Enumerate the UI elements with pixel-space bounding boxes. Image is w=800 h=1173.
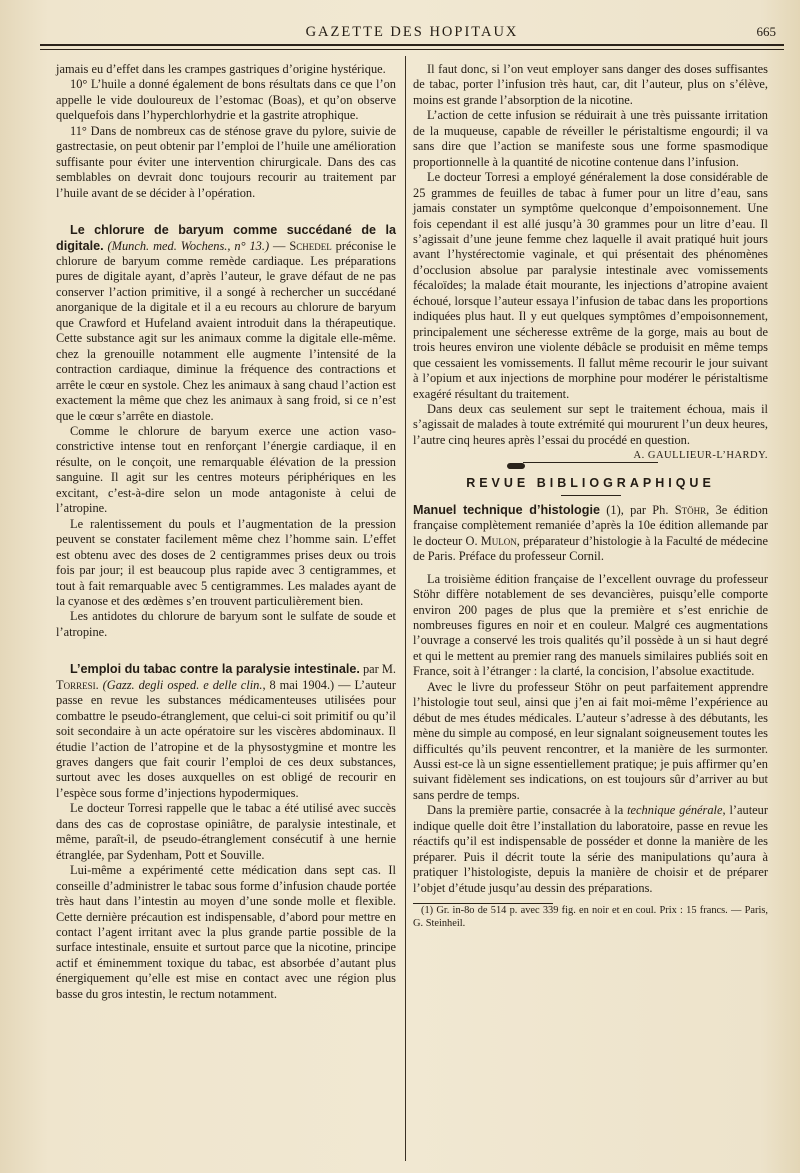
article-source: (Gazz. degli osped. e delle clin. (102, 677, 263, 692)
article-title: L’emploi du tabac contre la paralysie intestinale. (70, 662, 360, 677)
paragraph: Le docteur Torresi rappelle que le tabac a été utilisé avec succès dans des cas de coprostase opiniâtre, de paralysie intestinale, et même, paraît-il, de pseudo-étranglement consécutif à une hernie étranglée, par Sydenham, Pott et Souville. (56, 801, 396, 862)
header-rule-thick (40, 44, 784, 46)
article-tabac-intro: L’emploi du tabac contre la paralysie intestinale. par M. Torresi. (Gazz. degli osped. e delle clin., 8 mai 1904.) — L’auteur passe en revue les substances médicamenteuses utilisées pour combattre le pseudo-étranglement, que celui-ci soit primitif ou qu’il soit secondaire à un acte opératoire sur les viscères abdominaux. Il étudie l’action de l’atropine et de la physostygmine et montre les graves dangers que fait courir l’emploi de ces deux substances, surtout avec les doses auxquelles on est obligé de recourir en l’espèce sous forme d’injections hypodermiques. (56, 662, 397, 800)
header-rule-thin (40, 49, 784, 50)
paragraph: Les antidotes du chlorure de baryum sont le sulfate de soude et l’atropine. (56, 609, 396, 639)
paragraph: 10° L’huile a donné également de bons résultats dans ce que l’on appelle le vide douloureux de l’estomac (Boas), et qu’on observe quelquefois dans l’hyperchlorhydrie et la gastrite atrophique. (56, 77, 396, 123)
journal-title: GAZETTE DES HOPITAUX (305, 24, 519, 40)
paragraph: 11° Dans de nombreux cas de sténose grave du pylore, suivie de gastrectasie, on peut obtenir par l’emploi de l’huile une amélioration suffisante pour éviter une intervention chirurgicale. Dans des cas semblables on devrait donc toujours recourir au traitement par l’huile avant de se décider à l’opération. (56, 123, 396, 200)
page-number: 665 (756, 24, 776, 39)
page-header (40, 24, 784, 44)
paragraph: Avec le livre du professeur Stöhr on peut parfaitement apprendre l’histologie tout seul, ainsi que j’en ai fait moi-même l’expérience au début de mes études médicales. L’auteur s’adresse à des débutants, les mène du simple au composé, en leur signalant soigneusement toutes les difficultés qu’ils peuvent rencontrer, et la manière de les surmonter. Aussi est-ce là un signe essentiellement pratique; je puis affirmer qu’en suivant fidèlement ses indications, on est toujours sûr d’arriver au but sans perdre de temps. (413, 679, 768, 802)
book-author: Stöhr (674, 502, 707, 517)
book-translator: Mulon (480, 533, 517, 548)
book-entry-heading: Manuel technique d’histologie (1), par Ph. Stöhr, 3e édition française complètement remaniée d’après la 10e édition allemande par le docteur O. Mulon, préparateur d’histologie à la Faculté de médecine de Paris. Préface du professeur Cornil. (413, 502, 768, 564)
footnote-ref: (1) (606, 502, 621, 517)
book-title: Manuel technique d’histologie (413, 502, 600, 517)
article-baryum-intro: Le chlorure de baryum comme succédané de la digitale. (Munch. med. Wochens., n° 13.) — Schedel préconise le chlorure de baryum comme remède cardiaque. Les préparations pures de digitale ayant, d’après l’auteur, le grave défaut de ne pas conserver l’action primitive, il a songé à rechercher un succédané anorganique de la digitale et il a eu recours au chlorure de baryum que Crawford et Hufeland avaient introduit dans la thérapeutique. Cette substance agit sur les animaux comme la digitale elle-même. chez la grenouille notamment elle augmente l’intensité de la contraction cardiaque, diminue la fréquence des contractions et arrête le cœur en systole. Chez les animaux à sang chaud l’action est exactement la même que chez les animaux à sang froid, si ce n’est que le cœur s’arrête en diastole. (56, 223, 396, 423)
signature: A. GAULLIEUR-L’HARDY. (633, 450, 768, 462)
paragraph: L’action de cette infusion se réduirait à une très puissante irritation de la muqueuse, capable de réveiller le péristaltisme engourdi; il va sans dire que l’action se manifeste sous une forme spasmodique proportionnelle à la quantité de nicotine contenue dans l’infusion. (413, 108, 768, 169)
article-author: Schedel (289, 238, 332, 253)
footnote: (1) Gr. in-8o de 514 p. avec 339 fig. en noir et en coul. Prix : 15 francs. — Paris, G. Steinheil. (413, 905, 768, 930)
paragraph: Comme le chlorure de baryum exerce une action vaso-constrictive intense tout en renforçant l’énergie cardiaque, il en résulte, on le conçoit, une remarquable élévation de la pression sanguine. Il agit sur les centres moteurs périphériques en les excitant, c’est-à-dire selon un mode antagoniste à celui de l’atropine. (56, 423, 396, 516)
article-source: (Munch. med. Wochens., n° 13.) (107, 238, 270, 253)
paragraph: Le ralentissement du pouls et l’augmentation de la pression peuvent se constater facilement même chez l’homme sain. L’effet est obtenu avec des doses de 2 centigrammes prises deux ou trois fois par jour; il est beaucoup plus rapide avec 3 centigrammes, et tout à fait remarquable avec 5 centigrammes. Les malades ayant de la cyanose et des œdèmes s’en trouvent particulièrement bien. (56, 516, 396, 608)
paragraph: Le docteur Torresi a employé généralement la dose considérable de 25 grammes de feuilles de tabac à fumer pour un litre d’eau, sans jamais constater un symptôme quelconque d’empoisonnement. Une fois cependant il est allé jusqu’à 30 grammes pour un litre d’eau. Il s’agissait d’une jeune femme chez laquelle il avait pratiqué huit jours avant l’hystérectomie vaginale, et qui présentait des phénomènes d’occlusion absolue par paralysie intestinale avec vomissements fécaloïdes; la malade était mourante, les injections d’atropine avaient échoué, lorsque l’auteur essaya l’infusion de tabac dans les proportions indiquées plus haut. Il y eut quelques symptômes d’empoisonnement, principalement une sécheresse extrême de la gorge, mais au bout de trois heures environ une violente débâcle se produisit en même temps que cessaient les vomissements. Il fallut même recourir le jour suivant à l’opium et aux injections de morphine pour modérer le péristaltisme exagéré résultant du traitement. (413, 170, 768, 401)
ornament-divider (413, 455, 768, 469)
article-title: Le chlorure de baryum comme succédané de la digitale. (56, 223, 396, 253)
article-author: Torresi (56, 677, 96, 692)
paragraph: Dans la première partie, consacrée à la technique générale, l’auteur indique quelle doit être l’installation du laboratoire, passe en revue les réactifs qu’il est indispensable de posséder et donne la manière de les préparer. Puis il décrit toute la série des manipulations qu’aura à pratiquer l’histologiste, depuis la manière de choisir et de préparer l’objet d’étude jusqu’au dessin des préparations. (413, 803, 768, 895)
paragraph: Dans deux cas seulement sur sept le traitement échoua, mais il s’agissait de malades à toute extrémité qui moururent l’un deux heures, l’autre cinq heures après l’essai du procédé en question. A. GAULLIEUR-L’HARDY. (413, 402, 768, 448)
paragraph: Il faut donc, si l’on veut employer sans danger des doses suffisantes de tabac, porter l’infusion très haut, car, dit l’auteur, plus on s’élève, moins est grande l’absorption de la nicotine. (413, 62, 768, 107)
paragraph: La troisième édition française de l’excellent ouvrage du professeur Stöhr diffère notablement de ses devancières, puisqu’elle comporte environ 200 pages de plus que la première et s’est enrichie de nombreuses figures en noir et en couleur. Malgré ces augmentations l’ouvrage a conservé les trois qualités qu’il possède à un si haut degré et qui le mettent au premier rang des manuels similaires publiés soit en France, soit à l’étranger : la clarté, la concision, l’absolue exactitude. (413, 571, 768, 679)
paragraph: jamais eu d’effet dans les crampes gastriques d’origine hystérique. (56, 62, 386, 76)
section-title: REVUE BIBLIOGRAPHIQUE (466, 476, 715, 491)
column-divider (405, 56, 406, 1161)
left-column (56, 62, 396, 1002)
right-column (413, 62, 768, 930)
paragraph: Lui-même a expérimenté cette médication dans sept cas. Il conseille d’administrer le tabac sous forme d’infusion chaude portée très haut dans l’intestin au moyen d’une sonde molle et flexible. Cette dernière précaution est indispensable, d’abord pour mettre en contact l’agent irritant avec la plus grande partie possible de la surface intestinale, ensuite et surtout parce que la nicotine, principe actif et éminemment toxique du tabac, est absorbée d’autant plus énergiquement qu’elle est mise en contact avec une région plus basse du gros intestin, le rectum notamment. (56, 863, 396, 1001)
